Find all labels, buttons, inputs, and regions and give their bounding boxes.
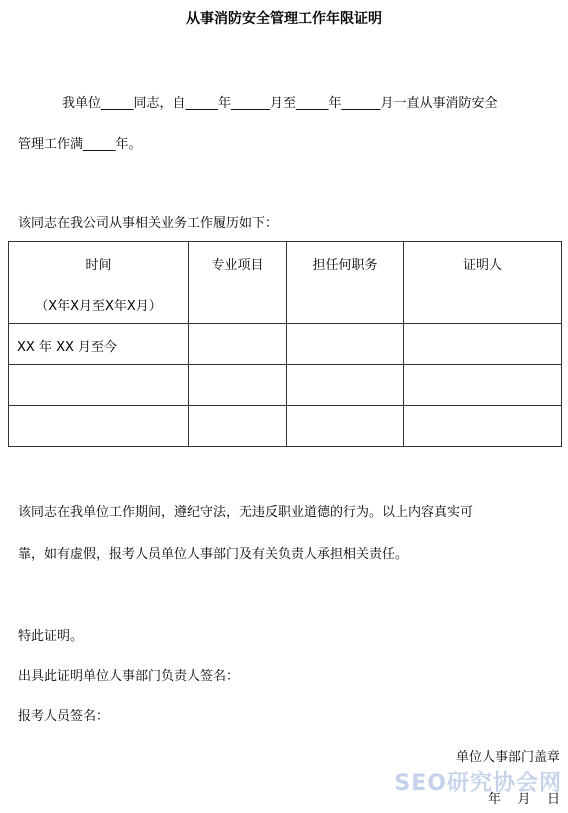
table-cell [287,406,404,447]
table-cell [9,406,189,447]
table-cell [404,365,562,406]
table-row [9,406,562,447]
table-cell [189,324,287,365]
table-cell-text [189,324,286,336]
header-project-label: 专业项目 [211,258,264,273]
table-cell-text [287,324,403,336]
header-position [287,242,404,324]
table-header-row [9,242,562,324]
table-row [9,324,562,365]
date-line: 年 月 日 [487,792,560,807]
table-cell-text [189,406,286,418]
table-cell-text: XX 年 XX 月至今 [17,340,118,355]
header-certifier-label: 证明人 [462,258,502,273]
special-cert: 特此证明。 [18,629,84,644]
conduct-line-2: 靠，如有虚假，报考人员单位人事部门及有关负责人承担相关责任。 [18,547,409,562]
table-row [9,365,562,406]
table-cell [189,406,287,447]
document-title: 从事消防安全管理工作年限证明 [186,11,382,27]
header-time-format: （X年X月至X年X月） [35,299,162,314]
header-time [9,242,189,324]
header-certifier [404,242,562,324]
table-cell-text [404,324,561,336]
table-cell-text [9,365,188,377]
table-cell-text [287,406,403,418]
issuer-signature-label: 出具此证明单位人事部门负责人签名： [18,669,240,684]
history-intro: 该同志在我公司从事相关业务工作履历如下： [18,216,279,231]
conduct-line-1: 该同志在我单位工作期间，遵纪守法，无违反职业道德的行为。以上内容真实可 [18,505,474,520]
table-cell [9,365,189,406]
intro-line-1: 我单位_____同志，自_____年______月至_____年______月一直从事消防安全 [62,96,498,111]
table-cell [404,324,562,365]
watermark: SEO研究协会网 [394,771,562,796]
table-cell [9,324,189,365]
table-cell-text [404,406,561,418]
seal-label: 单位人事部门盖章 [455,750,560,765]
table-cell [287,324,404,365]
header-project [189,242,287,324]
table-cell [287,365,404,406]
intro-line-2: 管理工作满_____年。 [18,137,142,152]
table-cell [404,406,562,447]
table-cell-text [404,365,561,377]
header-position-label: 担任何职务 [312,258,378,273]
table-cell [189,365,287,406]
work-history-table [8,241,562,447]
applicant-signature-label: 报考人员签名： [18,709,110,724]
table-cell-text [9,406,188,418]
header-time-label: 时间 [85,258,112,273]
table-cell-text [287,365,403,377]
table-cell-text [189,365,286,377]
